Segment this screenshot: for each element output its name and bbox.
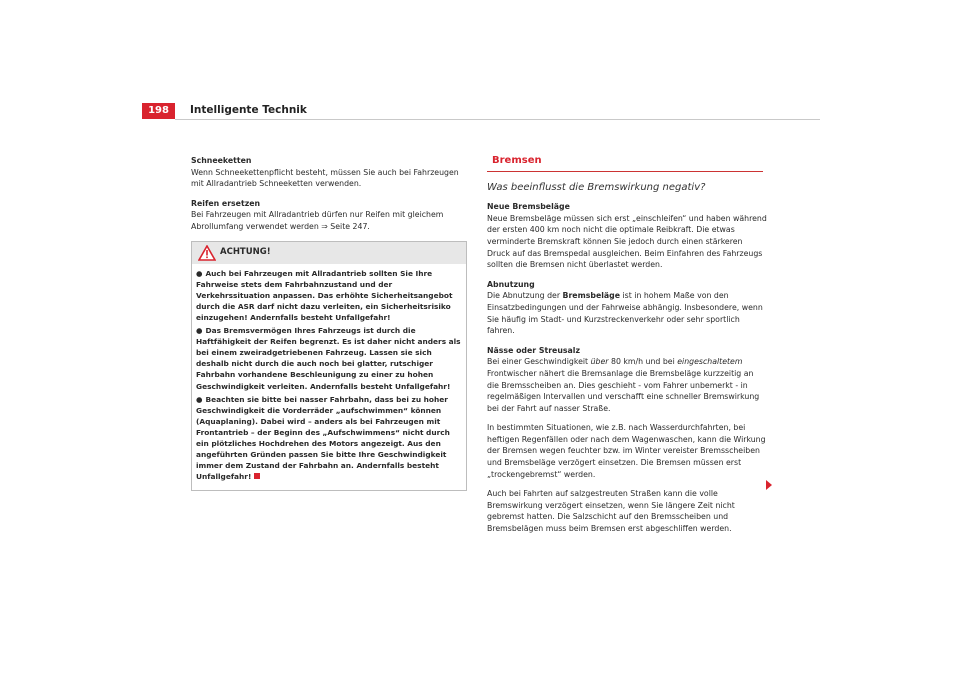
neue-bremsbelaege-text: Neue Bremsbeläge müssen sich erst „einschleifen“ und haben während der ersten 400 km noch nicht die optimale Reibkraft. Die etwas verminderte Bremskraft können Sie jedoch durch einen stärkeren Druck auf das Bremspedal ausgleichen. Beim Einfahren des Fahrzeugs sollten die Bremsen nicht überlastet werden. xyxy=(487,213,767,270)
schneeketten-heading: Schneeketten xyxy=(191,156,252,165)
warning-item-text: Auch bei Fahrzeugen mit Allradantrieb sollten Sie Ihre Fahrweise stets dem Fahrbahnzustand und der Verkehrssituation anpassen. Das erhöhte Sicherheitsangebot durch die ASR darf nicht dazu verleiten, ein Sicherheitsrisiko einzugehen! Andernfalls besteht Unfallgefahr! xyxy=(196,268,453,322)
end-marker-icon xyxy=(254,473,260,479)
abnutzung-text xyxy=(487,290,767,336)
naesse-text-c: Frontwischer nähert die Bremsanlage die Bremsbeläge kurzzeitig an die Bremsscheiben an. Dies geschieht - vom Fahrer unbemerkt - in regelmäßigen Intervallen und verschafft eine schneller Bremswirkung bei der Fahrt auf nasser Straße. xyxy=(487,368,760,413)
bullet-icon: ● xyxy=(196,326,203,336)
warning-item xyxy=(196,394,462,483)
bullet-icon: ● xyxy=(196,268,203,278)
page-reference-link[interactable]: Seite 247. xyxy=(327,221,370,231)
warning-item-text: Das Bremsvermögen Ihres Fahrzeugs ist durch die Haftfähigkeit der Reifen begrenzt. Es ist daher nicht anders als bei einem zweiradgetriebenen Fahrzeug. Lassen sie sich deshalb nicht durch die auch noch bei glatter, rutschiger Fahrbahn vorhandene Beschleunigung zu einer zu hohen Geschwindigkeit verleiten. Andernfalls besteht Unfallgefahr! xyxy=(196,326,461,391)
naesse-text xyxy=(487,356,767,414)
continue-arrow-icon xyxy=(766,480,772,490)
naesse-italic-a: über xyxy=(590,357,609,367)
header-divider xyxy=(175,119,820,120)
bullet-icon: ● xyxy=(196,394,203,404)
abnutzung-text-b: ist in hohem Maße von den Einsatzbedingungen und der Fahrweise abhängig. Insbesondere, wenn Sie häufig im Stadt- und Kurzstreckenverkehr oder sehr sportlich fahren. xyxy=(487,291,763,336)
warning-item xyxy=(196,268,462,323)
left-column xyxy=(191,155,467,491)
section-title: Intelligente Technik xyxy=(190,104,307,116)
naesse-heading: Nässe oder Streusalz xyxy=(487,345,580,355)
warning-body xyxy=(192,264,466,491)
abnutzung-text-a: Die Abnutzung der xyxy=(487,291,563,301)
naesse-text-b: 80 km/h und bei xyxy=(608,357,678,367)
warning-header xyxy=(192,242,466,264)
abnutzung-bold: Bremsbeläge xyxy=(562,291,621,301)
warning-title: ACHTUNG! xyxy=(220,246,271,257)
reifen-text-body: Bei Fahrzeugen mit Allradantrieb dürfen nur Reifen mit gleichem Abrollumfang verwendet werden xyxy=(191,210,444,231)
neue-bremsbelaege-heading: Neue Bremsbeläge xyxy=(487,202,570,212)
schneeketten-text: Wenn Schneekettenpflicht besteht, müssen Sie auch bei Fahrzeugen mit Allradantrieb Schneeketten verwenden. xyxy=(191,167,459,189)
reifen-heading: Reifen ersetzen xyxy=(191,198,261,208)
warning-item xyxy=(196,325,462,392)
reifen-text xyxy=(191,209,467,232)
page-number: 198 xyxy=(142,103,175,119)
abnutzung-heading: Abnutzung xyxy=(487,279,535,289)
bremsen-question: Was beeinflusst die Bremswirkung negativ? xyxy=(487,181,706,193)
naesse-para-2: In bestimmten Situationen, wie z.B. nach Wasserdurchfahrten, bei heftigen Regenfällen oder nach dem Wagenwaschen, kann die Wirkung der Bremsen wegen feuchter bzw. im Winter vereister Bremsscheiben und Bremsbeläge verzögert einsetzen. Die Bremsen müssen erst „trockengebremst“ werden. xyxy=(487,423,766,479)
naesse-italic-b: eingeschaltetem xyxy=(677,357,743,367)
warning-triangle-icon xyxy=(198,245,216,265)
page-reference-arrow: ⇒ xyxy=(321,221,328,231)
right-column xyxy=(487,155,767,543)
bremsen-divider xyxy=(487,171,763,172)
warning-box xyxy=(191,241,467,492)
naesse-text-a: Bei einer Geschwindigkeit xyxy=(487,357,591,367)
naesse-para-3: Auch bei Fahrten auf salzgestreuten Straßen kann die volle Bremswirkung verzögert einsetzen, wenn Sie längere Zeit nicht gebremst hatten. Die Salzschicht auf den Bremsscheiben und Bremsbelägen muss beim Bremsen erst abgeschliffen werden. xyxy=(487,489,735,534)
warning-item-text: Beachten sie bitte bei nasser Fahrbahn, dass bei zu hoher Geschwindigkeit die Vorderräder „aufschwimmen“ können (Aquaplaning). Dabei wird – anders als bei Fahrzeugen mit Frontantrieb – der Beginn des „Aufschwimmens“ nicht durch ein plötzliches Hochdrehen des Motors angezeigt. Aus den angeführten Gründen passen Sie bitte Ihre Geschwindigkeit immer dem Zustand der Fahrbahn an. Andernfalls besteht Unfallgefahr! xyxy=(196,394,450,482)
bremsen-title: Bremsen xyxy=(492,155,542,166)
